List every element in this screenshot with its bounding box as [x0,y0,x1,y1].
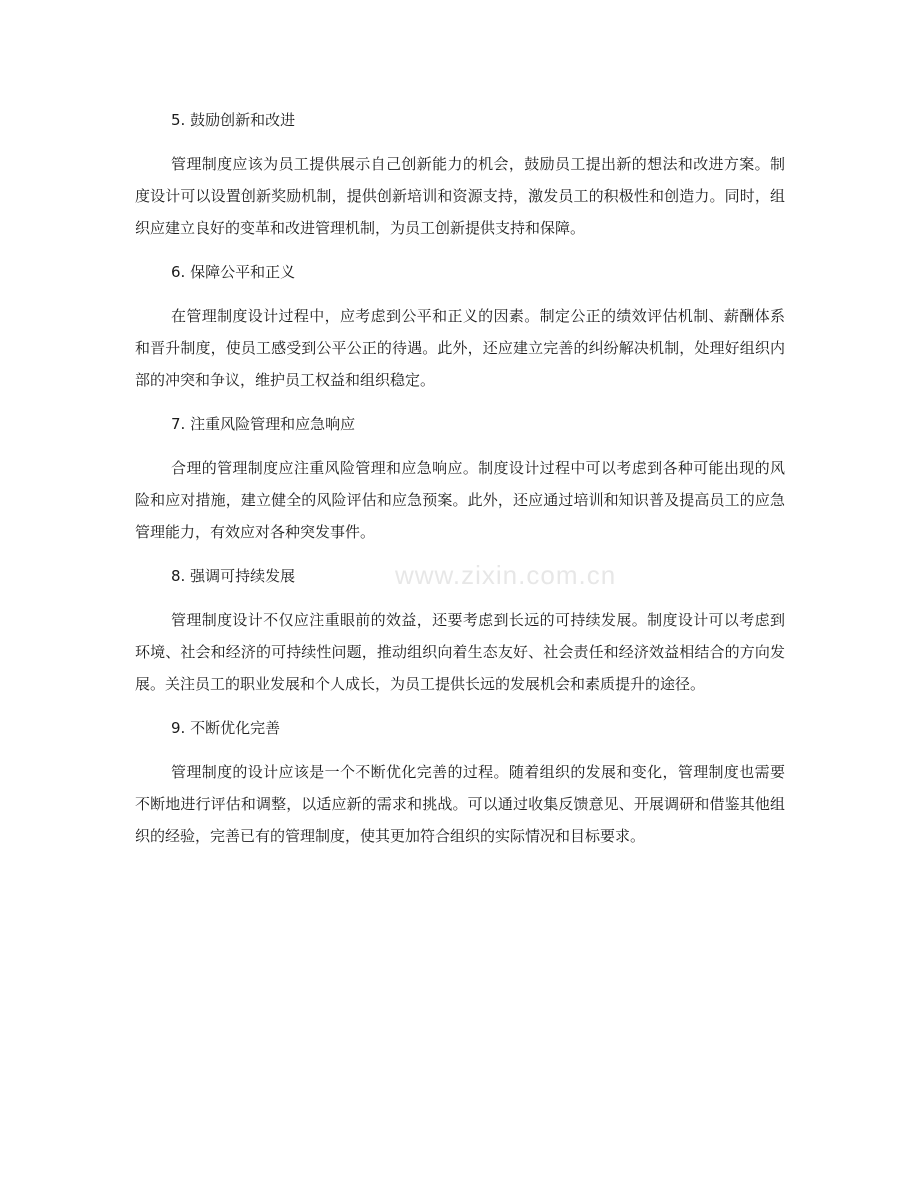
section-7 [135,408,785,560]
watermark: www.zixin.com.cn [395,560,617,590]
section-paragraph: 管理制度应该为员工提供展示自己创新能力的机会，鼓励员工提出新的想法和改进方案。制度设计可以设置创新奖励机制，提供创新培训和资源支持，激发员工的积极性和创造力。同时，组织应建立良好的变革和改进管理机制，为员工创新提供支持和保障。 [135,155,785,237]
section-6 [135,256,785,408]
section-heading: 7. 注重风险管理和应急响应 [171,415,356,433]
section-paragraph: 管理制度的设计应该是一个不断优化完善的过程。随着组织的发展和变化，管理制度也需要不断地进行评估和调整，以适应新的需求和挑战。可以通过收集反馈意见、开展调研和借鉴其他组织的经验，完善已有的管理制度，使其更加符合组织的实际情况和目标要求。 [135,763,785,845]
section-5 [135,104,785,256]
document-body [135,104,785,852]
section-paragraph: 合理的管理制度应注重风险管理和应急响应。制度设计过程中可以考虑到各种可能出现的风险和应对措施，建立健全的风险评估和应急预案。此外，还应通过培训和知识普及提高员工的应急管理能力，有效应对各种突发事件。 [135,459,785,541]
section-heading: 5. 鼓励创新和改进 [171,111,296,129]
section-heading: 8. 强调可持续发展 [171,567,296,585]
section-paragraph: 管理制度设计不仅应注重眼前的效益，还要考虑到长远的可持续发展。制度设计可以考虑到环境、社会和经济的可持续性问题，推动组织向着生态友好、社会责任和经济效益相结合的方向发展。关注员工的职业发展和个人成长，为员工提供长远的发展机会和素质提升的途径。 [135,611,785,693]
section-9 [135,712,785,852]
section-heading: 9. 不断优化完善 [171,719,281,737]
section-heading: 6. 保障公平和正义 [171,263,296,281]
section-paragraph: 在管理制度设计过程中，应考虑到公平和正义的因素。制定公正的绩效评估机制、薪酬体系和晋升制度，使员工感受到公平公正的待遇。此外，还应建立完善的纠纷解决机制，处理好组织内部的冲突和争议，维护员工权益和组织稳定。 [135,307,785,389]
